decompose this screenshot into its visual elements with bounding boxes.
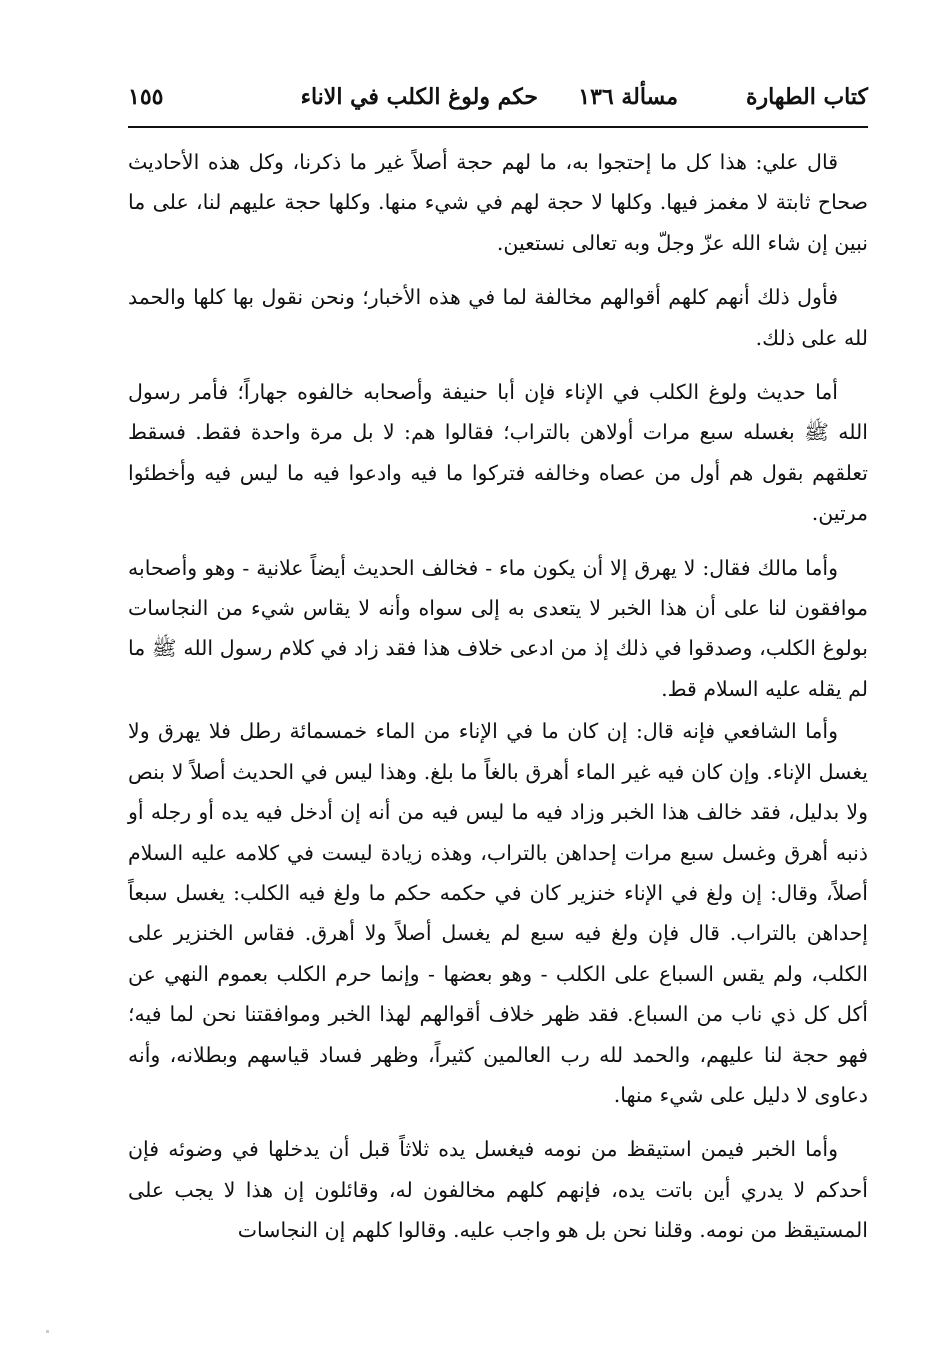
header-section-title: حكم ولوغ الكلب في الاناء	[300, 84, 538, 110]
paragraph-5: وأما الشافعي فإنه قال: إن كان ما في الإناء من الماء خمسمائة رطل فلا يهرق ولا يغسل الإناء. وإن كان فيه غير الماء أهرق بالغاً ما بلغ. وهذا ليس في الحديث أصلاً لا بنص ولا بدليل، فقد خالف هذا الخبر وزاد فيه ما ليس فيه من أنه إن أدخل فيه يده أو رجله أو ذنبه أهرق وغسل سبع مرات إحداهن بالتراب، وهذه زيادة ليست في كلامه عليه السلام أصلاً، وقال: إن ولغ في الإناء خنزير كان في حكمه حكم ما ولغ فيه الكلب: يغسل سبعاً إحداهن بالتراب. قال فإن ولغ فيه سبع لم يغسل أصلاً ولا أهرق. فقاس الخنزير على الكلب، ولم يقس السباع على الكلب - وهو بعضها - وإنما حرم الكلب بعموم النهي عن أكل كل ذي ناب من السباع. فقد ظهر خلاف أقوالهم لهذا الخبر وموافقتنا نحن لما فيه؛ فهو حجة لنا عليهم، والحمد لله رب العالمين كثيراً، وظهر فساد قياسهم وبطلانه، وأنه دعاوى لا دليل على شيء منها.	[128, 719, 868, 1107]
paragraph-4: وأما مالك فقال: لا يهرق إلا أن يكون ماء - فخالف الحديث أيضاً علانية - وهو وأصحابه موافقون لنا على أن هذا الخبر لا يتعدى به إلى سواه وأنه لا يقاس شيء من النجاسات بولوغ الكلب، وصدقوا في ذلك إذ من ادعى خلاف هذا فقد زاد في كلام رسول الله ﷺ ما لم يقله عليه السلام قط.	[128, 555, 868, 701]
paragraph-1: قال علي: هذا كل ما إحتجوا به، ما لهم حجة أصلاً غير ما ذكرنا، وكل هذه الأحاديث صحاح ثابتة لا مغمز فيها. وكلها لا حجة لهم في شيء منها. وكلها حجة عليهم لنا، على ما نبين إن شاء الله عزّ وجلّ وبه تعالى نستعين.	[128, 150, 868, 255]
page-number: ١٥٥	[128, 84, 164, 110]
paragraph-6: وأما الخبر فيمن استيقظ من نومه فيغسل يده ثلاثاً قبل أن يدخلها في وضوئه فإن أحدكم لا يدري أين باتت يده، فإنهم كلهم مخالفون له، وقائلون إن هذا لا يجب على المستيقظ من نومه. وقلنا نحن بل هو واجب عليه. وقالوا كلهم إن النجاسات	[128, 1137, 868, 1243]
paragraph-2: فأول ذلك أنهم كلهم أقوالهم مخالفة لما في هذه الأخبار؛ ونحن نقول بها كلها والحمد لله على ذلك.	[128, 285, 868, 350]
header-book-title: كتاب الطهارة	[745, 84, 868, 110]
header-divider	[128, 126, 868, 128]
page-body	[128, 142, 868, 1265]
header-issue-number: مسألة ١٣٦	[578, 84, 678, 110]
scan-speck	[46, 1330, 49, 1333]
running-header	[128, 84, 868, 124]
paragraph-3: أما حديث ولوغ الكلب في الإناء فإن أبا حنيفة وأصحابه خالفوه جهاراً؛ فأمر رسول الله ﷺ بغسله سبع مرات أولاهن بالتراب؛ فقالوا هم: لا بل مرة واحدة فقط. فسقط تعلقهم بقول هم أول من عصاه وخالفه فتركوا ما فيه وادعوا فيه ما ليس فيه وأخطئوا مرتين.	[128, 380, 868, 526]
